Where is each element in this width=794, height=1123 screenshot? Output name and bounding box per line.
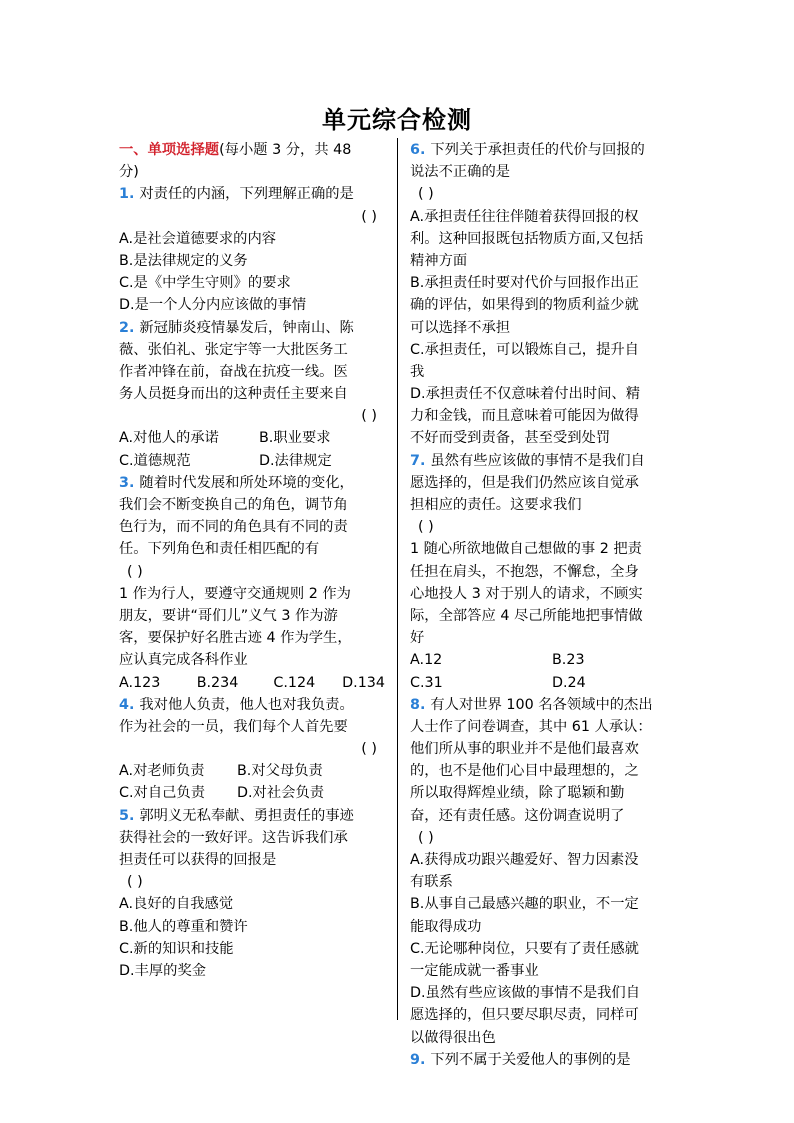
option-d: D.法律规定 [259,452,332,469]
question-text: 色行为，而不同的角色具有不同的责 [119,519,348,536]
option-a: A.是社会道德要求的内容 [119,230,277,247]
question-text: 奋，还有责任感。这份调查说明了 [410,807,625,824]
option-c: C.道德规范 [119,452,191,469]
question-text: 获得社会的一致好评。这告诉我们承 [119,829,348,846]
option-b: B.对父母负责 [237,763,323,780]
question-1-stem: 1. 对责任的内涵，下列理解正确的是 [119,186,354,203]
option-a: A.承担责任往往伴随着获得回报的权 [410,208,639,225]
option-d: D.24 [552,674,586,691]
question-text: 我们会不断变换自己的角色，调节角 [119,497,348,513]
question-text: 际，全部答应 4 尽己所能地把事情做 [410,607,643,624]
option-text: 有联系 [410,874,453,891]
left-column [119,139,385,982]
option-a: A.12 [410,652,443,669]
question-number: 9. [410,1051,426,1068]
question-text: 愿选择的，但是我们仍然应该自觉承 [410,474,639,491]
question-8-stem: 8. 有人对世界 100 名各领域中的杰出 [410,696,653,713]
question-9-stem: 9. 下列不属于关爱他人的事例的是 [410,1051,631,1068]
question-text: 薇、张伯礼、张定宇等一大批医务工 [119,341,348,358]
question-text: 任担在肩头，不抱怨，不懈怠，全身 [410,563,639,580]
question-text: 客，要保护好名胜古迹 4 作为学生， [119,630,352,647]
answer-parentheses: ( ) [361,408,377,425]
option-d: D.承担责任不仅意味着付出时间、精 [410,386,641,403]
question-number: 7. [410,452,426,469]
option-row [119,450,385,472]
answer-parentheses: ( ) [418,186,434,203]
option-d: D.丰厚的奖金 [119,962,207,979]
question-6-stem: 6. 下列关于承担责任的代价与回报的 [410,142,645,158]
answer-parentheses: ( ) [127,563,143,580]
option-b: B.他人的尊重和赞许 [119,918,248,935]
question-number: 3. [119,474,135,491]
question-text: 所以取得辉煌业绩，除了聪颖和勤 [410,785,625,802]
option-c: C.无论哪种岗位，只要有了责任感就 [410,940,639,957]
question-7-stem: 7. 虽然有些应该做的事情不是我们自 [410,452,645,469]
question-number: 2. [119,319,135,336]
question-text: 好 [410,630,425,647]
question-text: 1 随心所欲地做自己想做的事 2 把责 [410,541,642,558]
option-d: D.对社会负责 [237,785,325,802]
answer-parentheses: ( ) [418,829,434,846]
section-title: 一、单项选择题 [119,142,220,158]
option-c: C.31 [410,674,443,691]
question-text: 务人员挺身而出的这种责任主要来自 [119,386,348,403]
answer-parentheses: ( ) [418,519,434,536]
question-text: 任。下列角色和责任相匹配的有 [119,541,320,558]
option-text: 精神方面 [410,252,468,269]
question-text: 心地投人 3 对于别人的请求，不顾实 [410,585,643,602]
question-text: 的，也不是他们心目中最理想的，之 [410,763,639,780]
option-d: D.虽然有些应该做的事情不是我们自 [410,985,641,1002]
option-c: C.是《中学生守则》的要求 [119,275,291,292]
question-5-stem: 5. 郭明义无私奉献、勇担责任的事迹 [119,807,354,824]
section-note-cont: 分) [119,164,139,181]
option-row [119,760,385,782]
answer-parentheses: ( ) [361,741,377,758]
option-row [119,782,385,804]
option-text: 能取得成功 [410,918,482,935]
question-3-stem: 3. 随着时代发展和所处环境的变化， [119,474,354,491]
question-text: 作为社会的一员，我们每个人首先要 [119,718,348,735]
section-heading [119,139,385,161]
option-a: A.获得成功跟兴趣爱好、智力因素没 [410,852,639,868]
option-a: A.对老师负责 [119,763,205,780]
question-text: 担责任可以获得的回报是 [119,852,277,868]
question-4-stem: 4. 我对他人负责，他人也对我负责。 [119,696,354,713]
option-c: C.新的知识和技能 [119,940,234,957]
option-c: C.对自己负责 [119,785,206,802]
answer-parentheses: ( ) [361,208,377,225]
option-b: B.职业要求 [259,430,331,447]
question-text: 作者冲锋在前，奋战在抗疫一线。医 [119,363,348,380]
option-b: B.承担责任时要对代价与回报作出正 [410,275,639,292]
option-row [119,672,385,694]
option-a: A.123 [119,674,161,691]
answer-parentheses: ( ) [127,874,143,891]
option-row [410,672,676,694]
question-2-stem: 2. 新冠肺炎疫情暴发后，钟南山、陈 [119,319,354,336]
question-text: 1 作为行人，要遵守交通规则 2 作为 [119,585,351,602]
option-text: 利。这种回报既包括物质方面,又包括 [410,230,644,247]
right-column [410,139,676,1071]
option-text: 以做得很出色 [410,1029,496,1046]
option-a: A.对他人的承诺 [119,430,219,447]
option-c: C.承担责任，可以锻炼自己，提升自 [410,341,639,358]
option-text: 可以选择不承担 [410,319,511,336]
option-row [410,649,676,671]
question-text: 人士作了问卷调查，其中 61 人承认： [410,718,652,735]
option-c: C.124 [273,674,316,691]
option-d: D.是一个人分内应该做的事情 [119,297,307,314]
option-b: B.23 [552,652,585,669]
option-text: 不好而受到责备，甚至受到处罚 [410,430,611,447]
question-text: 朋友，要讲“哥们儿”义气 3 作为游 [119,607,338,624]
question-number: 1. [119,186,135,203]
option-text: 确的评估，如果得到的物质利益少就 [410,297,639,314]
page-title: 单元综合检测 [322,105,472,134]
question-number: 4. [119,696,135,713]
question-text: 担相应的责任。这要求我们 [410,497,582,513]
section-note: (每小题 3 分，共 48 [219,142,352,158]
question-text: 他们所从事的职业并不是他们最喜欢 [410,741,639,758]
option-text: 我 [410,363,425,380]
option-b: B.234 [196,674,239,691]
column-divider [397,138,398,1020]
option-d: D.134 [342,674,385,691]
option-b: B.是法律规定的义务 [119,252,248,269]
option-text: 愿选择的，但只要尽职尽责，同样可 [410,1007,639,1024]
question-text: 说法不正确的是 [410,164,511,181]
question-number: 5. [119,807,135,824]
option-text: 一定能成就一番事业 [410,962,539,979]
question-number: 6. [410,142,426,158]
question-text: 应认真完成各科作业 [119,652,248,669]
option-b: B.从事自己最感兴趣的职业，不一定 [410,896,639,913]
option-row [119,427,385,449]
option-a: A.良好的自我感觉 [119,896,234,913]
option-text: 力和金钱，而且意味着可能因为做得 [410,408,639,425]
question-number: 8. [410,696,426,713]
